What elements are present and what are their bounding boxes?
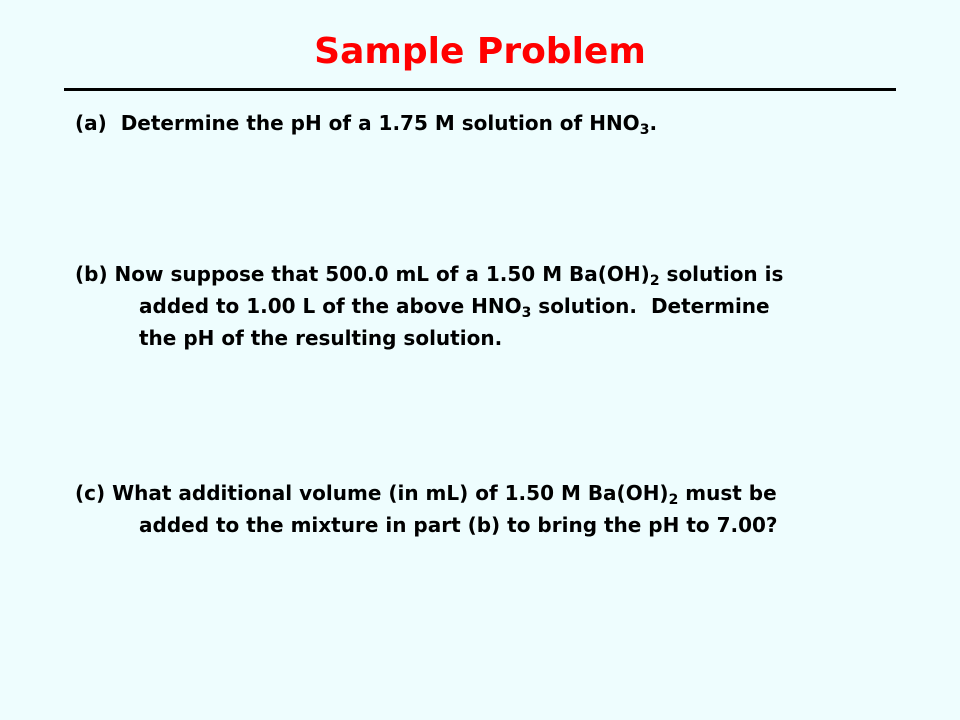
problem-b-line-1 [75,258,895,290]
problem-b-line-3 [75,322,895,354]
problem-b [75,258,895,354]
problem-c-line-2 [75,509,895,541]
problem-b-line-2-after: solution. Determine [531,294,770,318]
problem-a [75,107,895,139]
problem-a-suffix: . [649,111,658,135]
problem-c-line-1-after: must be [678,481,777,505]
problem-a-line [75,107,895,139]
problem-c-line-2-text: added to the mixture in part (b) to bring the pH to 7.00? [139,513,778,537]
problem-a-subscript: 3 [639,122,650,138]
problem-b-line-2 [75,290,895,322]
title-divider [64,88,896,91]
problem-b-line-1-text: (b) Now suppose that 500.0 mL of a 1.50 M Ba(OH) [75,262,650,286]
problem-b-line-2-subscript: 3 [521,305,532,321]
slide-title: Sample Problem [314,31,646,72]
problem-b-line-2-text: added to 1.00 L of the above HNO [139,294,522,318]
problem-c-line-1-subscript: 2 [668,492,679,508]
problem-a-text: (a) Determine the pH of a 1.75 M solution of HNO [75,111,640,135]
problem-c [75,477,895,541]
problem-b-line-3-text: the pH of the resulting solution. [139,326,503,350]
problem-b-line-1-after: solution is [659,262,784,286]
problem-c-line-1 [75,477,895,509]
problem-b-line-1-subscript: 2 [649,273,660,289]
problem-c-line-1-text: (c) What additional volume (in mL) of 1.50 M Ba(OH) [75,481,669,505]
